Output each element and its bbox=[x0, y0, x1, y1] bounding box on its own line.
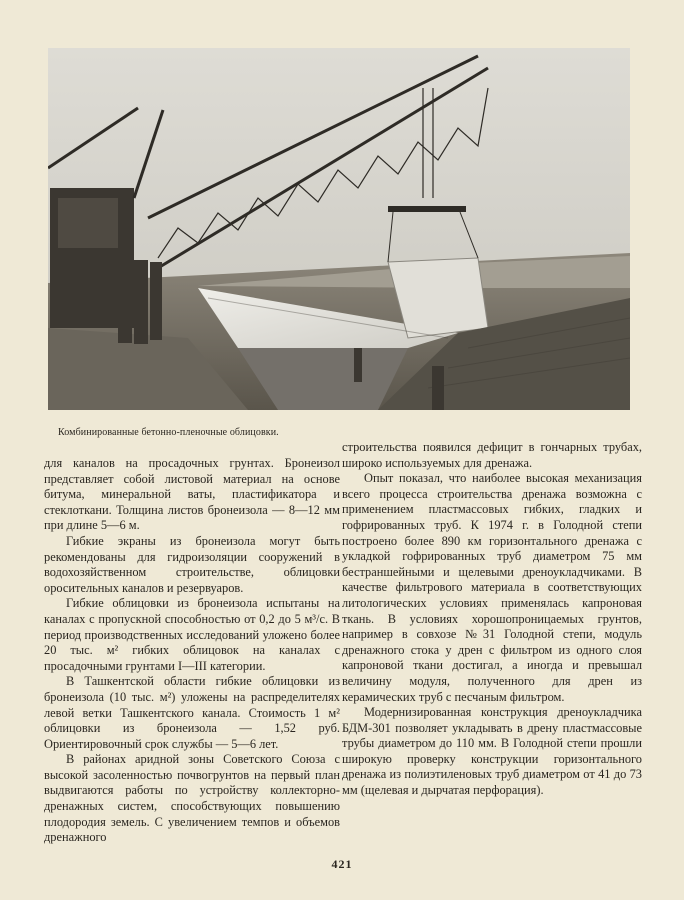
right-column bbox=[342, 440, 642, 799]
paragraph: Модернизированная конструкция дреноукладчика БДМ-301 позволяет укладывать в дрену пластмассовые трубы диаметром до 110 мм. В Голодной степи прошли широкую проверку конструкции горизонтального дренажа из полиэтиленовых труб диаметром от 41 до 73 мм (щелевая и дырчатая перфорация). bbox=[342, 705, 642, 798]
figure-photo bbox=[48, 48, 630, 410]
page-number: 421 bbox=[331, 857, 353, 871]
paragraph: Опыт показал, что наиболее высокая механизация всего процесса строительства дренажа возможна с применением пластмассовых гибких, гладких и гофрированных труб. К 1974 г. в Голодной степи построено более 890 км горизонтального дренажа с укладкой гофрированных труб диаметром 75 мм бестраншейными и щелевыми дреноукладчиками. В качестве фильтрового материала в соответствующих литологических условиях применялась капроновая ткань. В условиях хорошопроницаемых грунтов, например в совхозе №31 Голодной степи, модуль дренажного стока у дрен с фильтром из одного слоя капроновой ткани достигал, а иногда и превышал величину модуля, полученного для дрен из керамических труб с песчаным фильтром. bbox=[342, 471, 642, 704]
left-column bbox=[44, 456, 340, 846]
paragraph: В районах аридной зоны Советского Союза с высокой засоленностью почвогрунтов на первый план выдвигаются работы по устройству коллекторно-дренажных систем, способствующих повышению плодородия земель. С увеличением темпов и объемов дренажного bbox=[44, 752, 340, 845]
paragraph: Гибкие облицовки из бронеизола испытаны на каналах с пропускной способностью от 0,2 до 5 м³/с. В период производственных исследований уложено более 20 тыс. м² гибких облицовок на каналах с просадочными грунтами I—III категории. bbox=[44, 596, 340, 673]
paragraph: для каналов на просадочных грунтах. Бронеизол представляет собой листовой материал на основе битума, минеральной ваты, пластификатора и стеклоткани. Толщина листов бронеизола — 8—12 мм при длине 5—6 м. bbox=[44, 456, 340, 533]
paragraph: строительства появился дефицит в гончарных трубах, широко используемых для дренажа. bbox=[342, 440, 642, 470]
crane-canal-photo bbox=[48, 48, 630, 410]
paragraph: В Ташкентской области гибкие облицовки из бронеизола (10 тыс. м²) уложены на распределителях левой ветки Ташкентского канала. Стоимость 1 м² облицовки из бронеизола — 1,52 руб. Ориентировочный срок службы — 5—6 лет. bbox=[44, 674, 340, 751]
figure-caption: Комбинированные бетонно-пленочные облицовки. bbox=[58, 427, 279, 438]
paragraph: Гибкие экраны из бронеизола могут быть рекомендованы для гидроизоляции сооружений в водохозяйственном строительстве, облицовки оросительных каналов и резервуаров. bbox=[44, 533, 340, 595]
